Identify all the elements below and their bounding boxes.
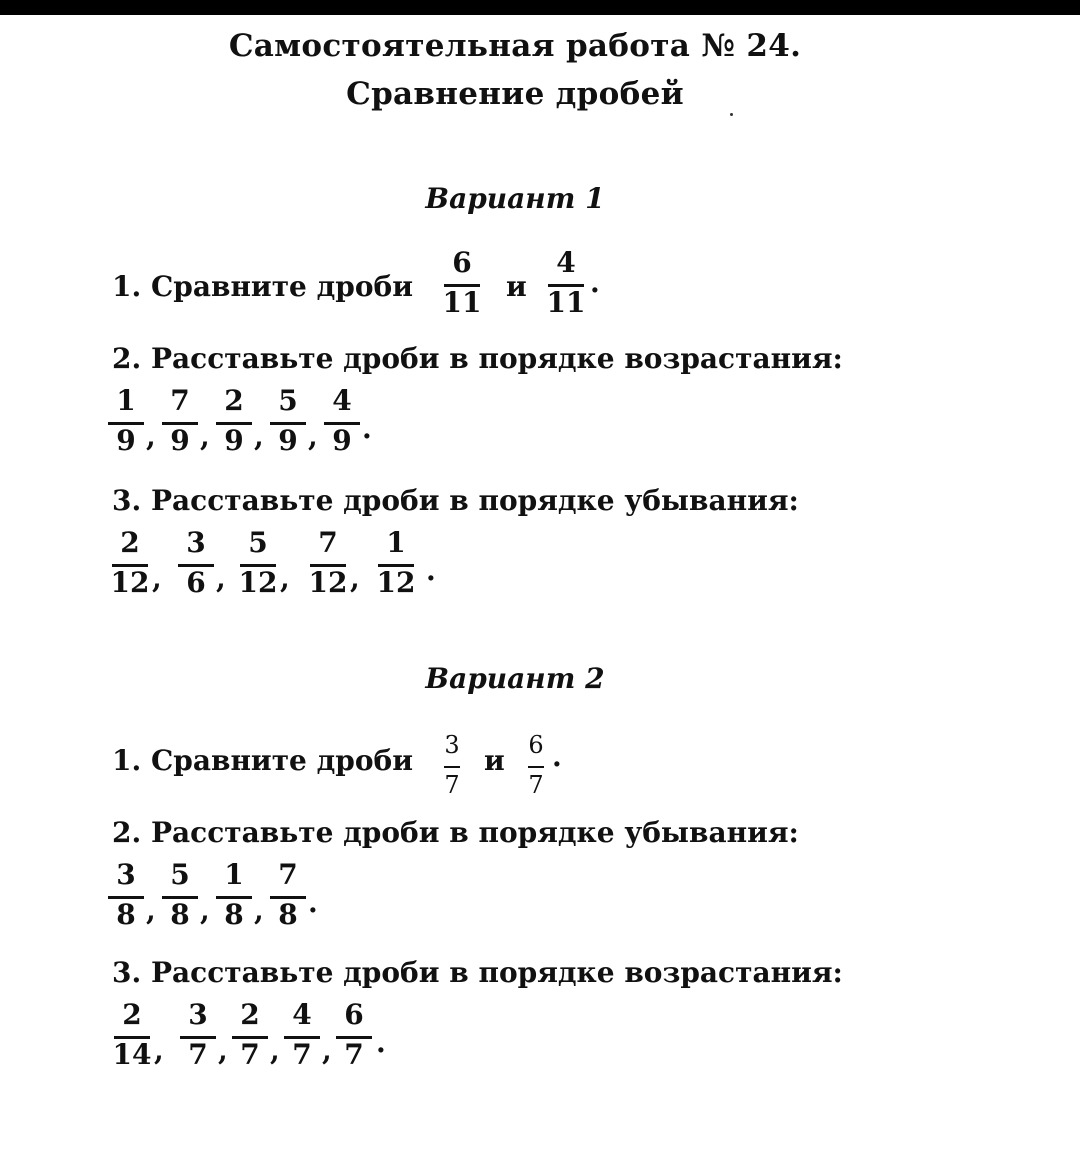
fraction: 3 7: [444, 731, 460, 799]
fraction: 5 9: [266, 386, 310, 458]
comma: ,: [350, 562, 360, 595]
page-subtitle: Сравнение дробей: [346, 76, 684, 112]
v1-task3-text: 3. Расставьте дроби в порядке убывания:: [112, 484, 799, 517]
v2-task2-fractions: [104, 860, 324, 932]
period: .: [376, 1026, 386, 1059]
fraction: 5 12: [238, 526, 278, 599]
comma: ,: [218, 1034, 228, 1067]
v1-task3-fractions: [108, 528, 448, 600]
period: .: [590, 266, 600, 299]
print-speck: [730, 113, 733, 116]
comma: ,: [308, 420, 318, 453]
fraction: 4 11: [546, 246, 586, 319]
v2-task2-text: 2. Расставьте дроби в порядке убывания:: [112, 816, 799, 849]
v1-task1-text: 1. Сравните дроби: [112, 270, 413, 303]
fraction: 1 8: [212, 860, 256, 932]
comma: ,: [200, 894, 210, 927]
top-black-bar: [0, 0, 1080, 15]
fraction: 2 9: [212, 386, 256, 458]
fraction: 7 12: [308, 526, 348, 599]
comma: ,: [280, 562, 290, 595]
period: .: [426, 554, 436, 587]
variant-2-heading: Вариант 2: [425, 662, 605, 695]
fraction: 4 9: [320, 386, 364, 458]
period: .: [308, 886, 318, 919]
comma: ,: [216, 562, 226, 595]
fraction: 2 14: [112, 998, 152, 1071]
fraction: 5 8: [158, 860, 202, 932]
fraction: 6 11: [442, 246, 482, 319]
fraction: 1 9: [104, 386, 148, 458]
fraction: 7 8: [266, 860, 310, 932]
v1-task2-text: 2. Расставьте дроби в порядке возрастания:: [112, 342, 843, 375]
page-title: Самостоятельная работа № 24.: [228, 28, 802, 64]
v2-task3-text: 3. Расставьте дроби в порядке возрастания:: [112, 956, 843, 989]
comma: ,: [200, 420, 210, 453]
fraction: 3 8: [104, 860, 148, 932]
v2-task3-fractions: [110, 1000, 400, 1072]
comma: ,: [146, 894, 156, 927]
period: .: [552, 740, 562, 773]
fraction: 3 7: [176, 1000, 220, 1072]
fraction: 2 7: [228, 1000, 272, 1072]
variant-1-heading: Вариант 1: [425, 182, 605, 215]
comma: ,: [254, 420, 264, 453]
fraction: 4 7: [280, 1000, 324, 1072]
comma: ,: [146, 420, 156, 453]
v1-task2-fractions: [104, 384, 372, 458]
comma: ,: [270, 1034, 280, 1067]
fraction: 1 12: [376, 526, 416, 599]
and-word: и: [506, 270, 527, 303]
v1-task1-fractions: [440, 248, 620, 320]
comma: ,: [322, 1034, 332, 1067]
fraction: 3 6: [174, 528, 218, 600]
period: .: [362, 412, 372, 445]
v2-task1-text: 1. Сравните дроби: [112, 744, 413, 777]
comma: ,: [154, 1034, 164, 1067]
comma: ,: [152, 562, 162, 595]
fraction: 2 12: [110, 526, 150, 599]
fraction: 7 9: [158, 386, 202, 458]
fraction: 6 7: [332, 1000, 376, 1072]
v2-task1-fractions: [438, 730, 578, 802]
and-word: и: [484, 744, 505, 777]
fraction: 6 7: [528, 731, 544, 799]
comma: ,: [254, 894, 264, 927]
